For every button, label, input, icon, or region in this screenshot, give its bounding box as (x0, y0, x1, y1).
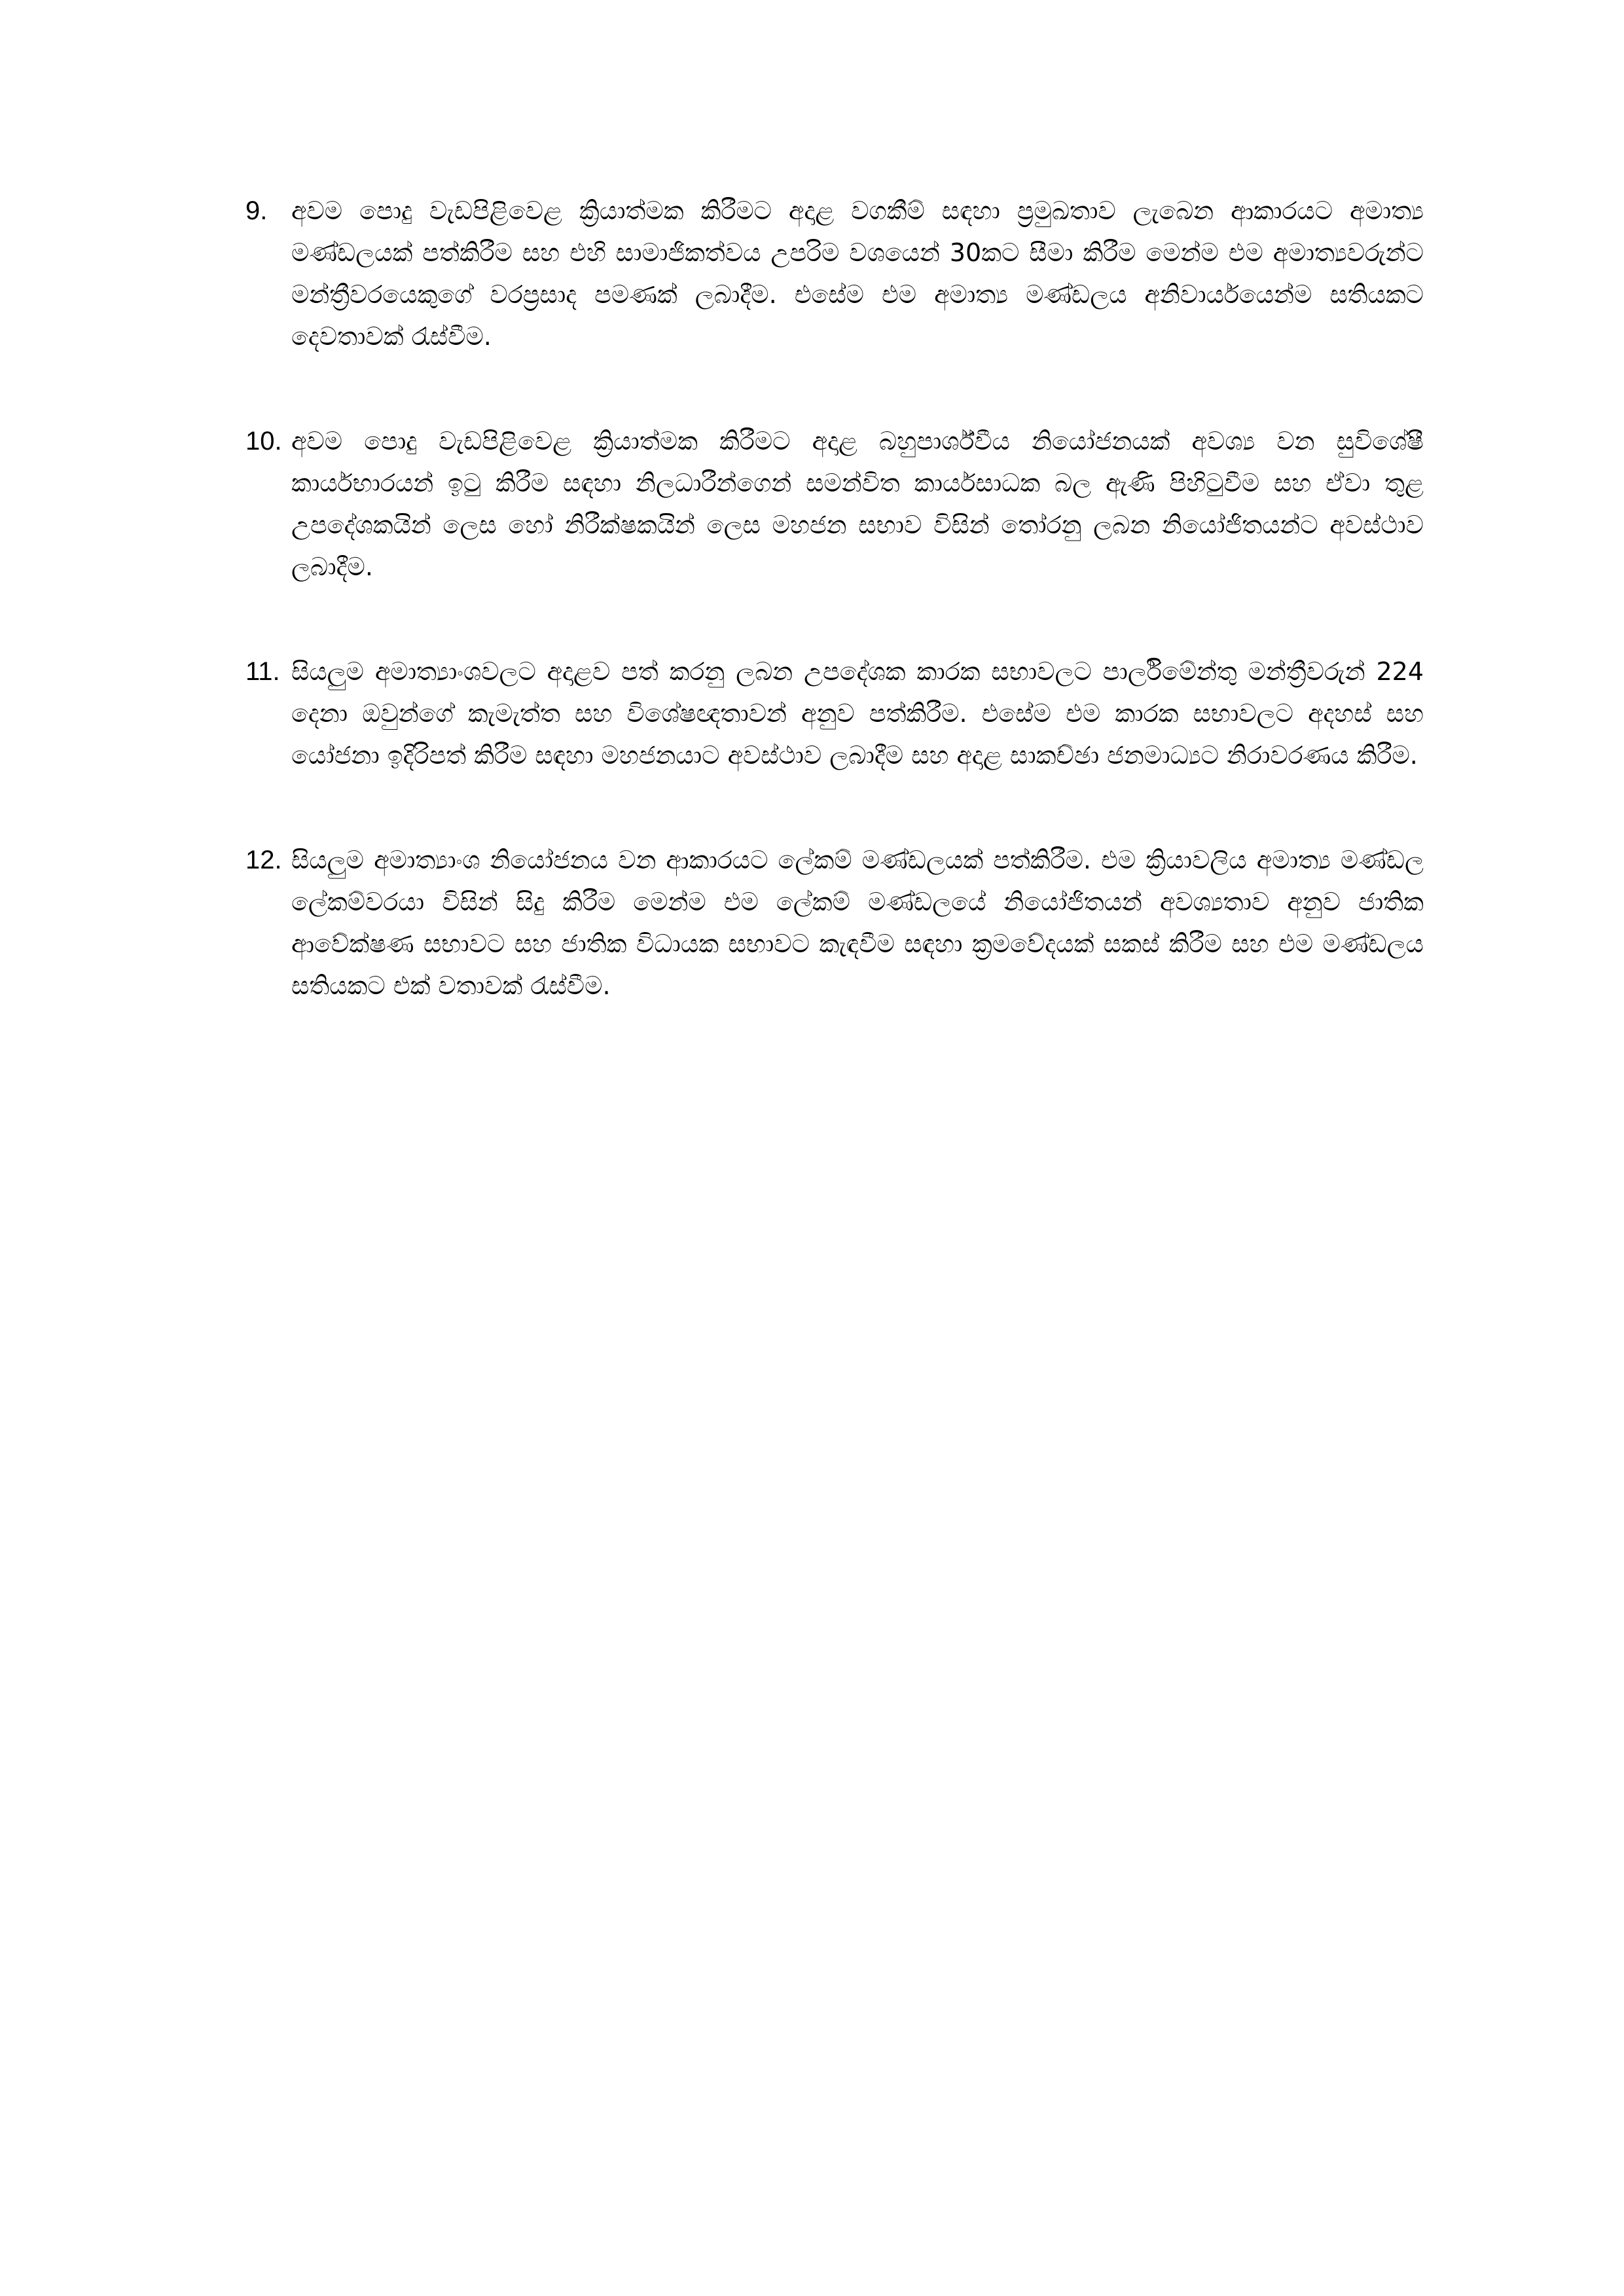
item-number: 12. (245, 846, 282, 874)
list-item (245, 420, 1424, 588)
item-text: සියලුම අමාත්‍යාංශවලට අදාළව පත් කරනු ලබන උපදේශක කාරක සභාවලට පාර්ලිමේන්තු මන්ත්‍රීවරුන් 224 දෙනා ඔවුන්ගේ කැමැත්ත සහ විශේෂඥතාවන් අනුව පත්කිරීම. එසේම එම කාරක සභාවලට අදහස් සහ යෝජනා ඉදිරිපත් කිරීම සඳහා මහජනයාට අවස්ථාව ලබාදීම සහ අදාළ සාකච්ඡා ජනමාධ්‍යට නිරාවරණය කිරීම. (291, 657, 1424, 770)
numbered-list (245, 190, 1424, 1069)
item-number: 9. (245, 196, 268, 225)
list-item (245, 839, 1424, 1007)
item-text: අවම පොදු වැඩපිළිවෙළ ක්‍රියාත්මක කිරීමට අදාළ බහුපාර්ශ්වීය නියෝජනයක් අවශ්‍ය වන සුවිශේෂී කාර්යභාරයන් ඉටු කිරීම සඳහා නිලධාරීන්ගෙන් සමන්විත කාර්යසාධක බල ඇණි පිහිටුවීම සහ ඒවා තුළ උපදේශකයින් ලෙස හෝ නිරීක්ෂකයින් ලෙස මහජන සභාව විසින් තෝරනු ලබන නියෝජිතයන්ට අවස්ථාව ලබාදීම. (291, 427, 1424, 581)
item-number: 11. (245, 657, 280, 686)
item-text: අවම පොදු වැඩපිළිවෙළ ක්‍රියාත්මක කිරීමට අදාළ වගකීම් සඳහා ප්‍රමුඛතාව ලැබෙන ආකාරයට අමාත්‍ය මණ්ඩලයක් පත්කිරීම සහ එහි සාමාජිකත්වය උපරිම වශයෙන් 30කට සීමා කිරීම මෙන්ම එම අමාත්‍යවරුන්ට මන්ත්‍රීවරයෙකුගේ වරප්‍රසාද පමණක් ලබාදීම. එසේම එම අමාත්‍ය මණ්ඩලය අනිවාර්යයෙන්ම සතියකට දෙවතාවක් රැස්වීම. (291, 196, 1424, 351)
list-item (245, 190, 1424, 357)
item-number: 10. (245, 427, 282, 456)
list-item (245, 651, 1424, 776)
item-text: සියලුම අමාත්‍යාංශ නියෝජනය වන ආකාරයට ලේකම් මණ්ඩලයක් පත්කිරීම. එම ක්‍රියාවලිය අමාත්‍ය මණ්ඩල ලේකම්වරයා විසින් සිදු කිරීම මෙන්ම එම ලේකම් මණ්ඩලයේ නියෝජිතයන් අවශ්‍යතාව අනුව ජාතික ආවේක්ෂණ සභාවට සහ ජාතික විධායක සභාවට කැඳවීම සඳහා ක්‍රමවේදයක් සකස් කිරීම සහ එම මණ්ඩලය සතියකට එක් වතාවක් රැස්වීම. (291, 846, 1424, 1000)
